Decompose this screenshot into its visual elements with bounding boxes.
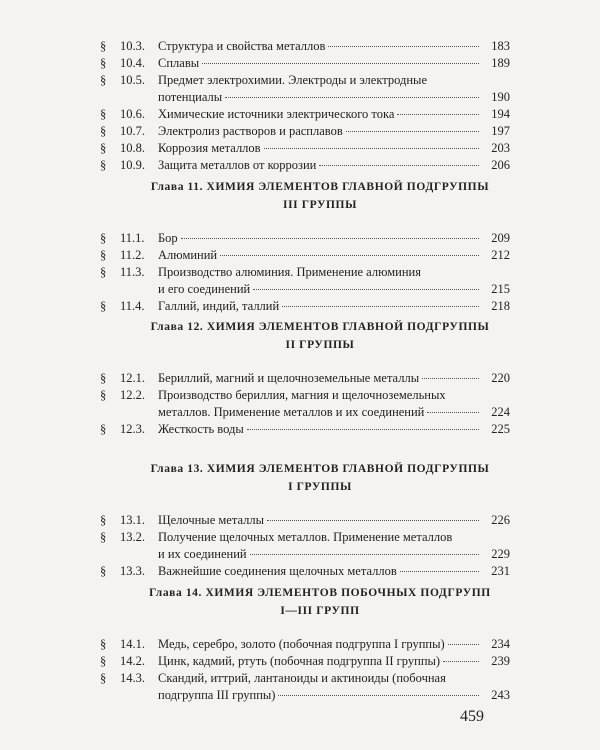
entry-line [158,72,510,89]
section-number: 10.9. [120,158,145,172]
toc-group [100,178,510,315]
entry-body [158,140,510,157]
chapter-heading-line: I ГРУППЫ [288,481,352,493]
toc-entry [100,670,510,704]
entry-title: Жесткость воды [158,422,244,436]
entry-page: 231 [491,564,510,578]
toc-entry [100,72,510,106]
entry-body [158,106,510,123]
chapter-heading [100,584,510,620]
entry-body [158,247,510,264]
dot-leader [267,520,479,521]
entry-title: Сплавы [158,56,200,70]
entry-page: 220 [491,371,510,385]
dot-leader [282,306,479,307]
section-sign: § [100,299,107,313]
entry-body [158,670,510,704]
toc-entry [100,512,510,529]
toc-entry [100,636,510,653]
section-number: 14.2. [120,654,145,668]
section-number: 12.3. [120,422,145,436]
section-number: 10.5. [120,73,145,87]
section-number: 10.8. [120,141,145,155]
entry-page: 215 [491,282,510,296]
entry-page: 209 [491,231,510,245]
dot-leader [220,255,479,256]
dot-leader [328,46,479,47]
entry-line [158,387,510,404]
dot-leader [264,148,479,149]
entry-title: металлов. Применение металлов и их соединений [158,405,425,419]
chapter-heading-line: Глава 14. ХИМИЯ ЭЛЕМЕНТОВ ПОБОЧНЫХ ПОДГРУПП [149,587,491,599]
entry-body [158,55,510,72]
section-sign: § [100,422,107,436]
toc-entry [100,653,510,670]
toc-entry [100,247,510,264]
section-sign: § [100,530,107,544]
entry-line [158,89,510,106]
entry-title: Коррозия металлов [158,141,261,155]
entry-body [158,298,510,315]
dot-leader [346,131,479,132]
chapter-heading-line: I—III ГРУПП [280,605,360,617]
section-sign: § [100,107,107,121]
toc-group [100,460,510,580]
section-number: 12.1. [120,371,145,385]
toc-entry [100,123,510,140]
chapter-heading-line: II ГРУППЫ [285,339,355,351]
entry-line [158,123,510,140]
toc-entry [100,264,510,298]
entry-title: и их соединений [158,547,247,561]
toc-entry [100,157,510,174]
dot-leader [225,97,479,98]
entry-body [158,230,510,247]
section-number: 13.1. [120,513,145,527]
dot-leader [397,114,479,115]
entry-title: Щелочные металлы [158,513,264,527]
toc-entry [100,529,510,563]
page-number: 459 [460,708,484,725]
toc-entry [100,421,510,438]
chapter-heading [100,460,510,496]
entry-page: 189 [491,56,510,70]
toc-entry [100,230,510,247]
entry-line [158,687,510,704]
entry-title: Получение щелочных металлов. Применение металлов [158,530,453,544]
entry-title: Защита металлов от коррозии [158,158,317,172]
entry-body [158,157,510,174]
entry-title: Электролиз растворов и расплавов [158,124,343,138]
entry-title: Скандий, иттрий, лантаноиды и актиноиды (побочная [158,671,446,685]
entry-title: Производство алюминия. Применение алюминия [158,265,421,279]
entry-line [158,264,510,281]
section-sign: § [100,56,107,70]
section-number: 10.4. [120,56,145,70]
entry-body [158,387,510,421]
entry-body [158,653,510,670]
toc-entry [100,106,510,123]
entry-line [158,546,510,563]
entry-line [158,670,510,687]
entry-body [158,636,510,653]
entry-title: Цинк, кадмий, ртуть (побочная подгруппа II группы) [158,654,441,668]
entry-line [158,247,510,264]
entry-body [158,38,510,55]
entry-line [158,512,510,529]
entry-page: 197 [491,124,510,138]
section-sign: § [100,141,107,155]
section-sign: § [100,73,107,87]
entry-line [158,106,510,123]
entry-body [158,72,510,106]
entry-page: 212 [491,248,510,262]
dot-leader [319,165,479,166]
entry-page: 234 [491,637,510,651]
dot-leader [427,412,479,413]
chapter-heading-line: Глава 11. ХИМИЯ ЭЛЕМЕНТОВ ГЛАВНОЙ ПОДГРУППЫ [150,181,490,193]
section-number: 10.7. [120,124,145,138]
dot-leader [422,378,479,379]
entry-title: потенциалы [158,90,223,104]
toc-entry [100,370,510,387]
entry-line [158,298,510,315]
toc-entry [100,140,510,157]
entry-line [158,563,510,580]
dot-leader [250,554,479,555]
section-sign: § [100,564,107,578]
entry-page: 183 [491,39,510,53]
section-sign: § [100,158,107,172]
entry-title: и его соединений [158,282,251,296]
section-number: 13.2. [120,530,145,544]
entry-body [158,512,510,529]
toc-group [100,318,510,438]
section-sign: § [100,637,107,651]
entry-page: 194 [491,107,510,121]
section-sign: § [100,388,107,402]
entry-page: 239 [491,654,510,668]
section-sign: § [100,248,107,262]
section-sign: § [100,124,107,138]
entry-title: Предмет электрохимии. Электроды и электродные [158,73,428,87]
toc-entry [100,563,510,580]
entry-body [158,529,510,563]
section-number: 12.2. [120,388,145,402]
entry-title: Медь, серебро, золото (побочная подгруппа I группы) [158,637,445,651]
toc-group [100,38,510,174]
section-sign: § [100,654,107,668]
toc-entry [100,298,510,315]
entry-body [158,370,510,387]
entry-body [158,264,510,298]
entry-line [158,529,510,546]
section-sign: § [100,39,107,53]
dot-leader [278,695,479,696]
entry-line [158,230,510,247]
entry-page: 203 [491,141,510,155]
entry-line [158,157,510,174]
entry-body [158,563,510,580]
dot-leader [448,644,479,645]
entry-line [158,140,510,157]
entry-line [158,55,510,72]
section-number: 10.3. [120,39,145,53]
entry-body [158,123,510,140]
entry-title: Структура и свойства металлов [158,39,326,53]
dot-leader [443,661,479,662]
dot-leader [400,571,479,572]
entry-line [158,38,510,55]
entry-page: 190 [491,90,510,104]
entry-line [158,421,510,438]
entry-line [158,653,510,670]
section-number: 14.3. [120,671,145,685]
entry-page: 206 [491,158,510,172]
section-sign: § [100,371,107,385]
entry-line [158,636,510,653]
entry-line [158,370,510,387]
dot-leader [181,238,479,239]
section-sign: § [100,265,107,279]
section-number: 10.6. [120,107,145,121]
toc-entry [100,387,510,421]
entry-title: Алюминий [158,248,218,262]
entry-title: Важнейшие соединения щелочных металлов [158,564,397,578]
chapter-heading-line: Глава 13. ХИМИЯ ЭЛЕМЕНТОВ ГЛАВНОЙ ПОДГРУППЫ [150,463,490,475]
toc-entry [100,55,510,72]
toc-group [100,584,510,704]
dot-leader [253,289,479,290]
section-number: 11.4. [120,299,145,313]
entry-page: 243 [491,688,510,702]
section-sign: § [100,231,107,245]
entry-title: Галлий, индий, таллий [158,299,280,313]
entry-page: 224 [491,405,510,419]
entry-title: Бериллий, магний и щелочноземельные металлы [158,371,420,385]
entry-page: 218 [491,299,510,313]
entry-page: 229 [491,547,510,561]
entry-line [158,404,510,421]
entry-title: Производство бериллия, магния и щелочноземельных [158,388,446,402]
chapter-heading-line: III ГРУППЫ [283,199,357,211]
section-number: 11.3. [120,265,145,279]
dot-leader [202,63,479,64]
chapter-heading [100,318,510,354]
section-sign: § [100,671,107,685]
section-number: 13.3. [120,564,145,578]
entry-line [158,281,510,298]
section-number: 11.2. [120,248,145,262]
entry-title: Бор [158,231,178,245]
section-sign: § [100,513,107,527]
entry-page: 226 [491,513,510,527]
entry-title: подгруппа III группы) [158,688,276,702]
entry-page: 225 [491,422,510,436]
section-number: 14.1. [120,637,145,651]
chapter-heading-line: Глава 12. ХИМИЯ ЭЛЕМЕНТОВ ГЛАВНОЙ ПОДГРУППЫ [150,321,490,333]
section-number: 11.1. [120,231,145,245]
dot-leader [247,429,479,430]
chapter-heading [100,178,510,214]
entry-body [158,421,510,438]
entry-title: Химические источники электрического тока [158,107,395,121]
toc-entry [100,38,510,55]
